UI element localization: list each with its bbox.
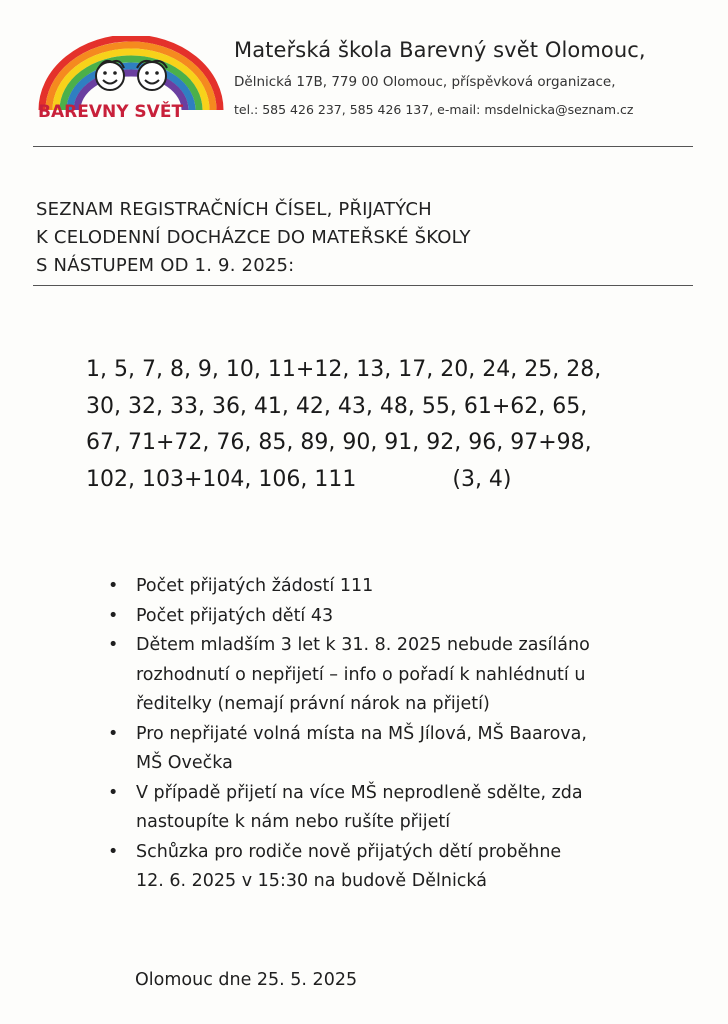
document-heading (36, 196, 471, 280)
note-line: Pro nepřijaté volná místa na MŠ Jílová, MŠ Baarova, (136, 723, 587, 744)
heading-line: S NÁSTUPEM OD 1. 9. 2025: (36, 255, 295, 276)
bullet-icon: • (108, 723, 119, 744)
note-item (104, 572, 684, 602)
note-line: MŠ Ovečka (136, 753, 233, 773)
heading-line: K CELODENNÍ DOCHÁZCE DO MATEŘSKÉ ŠKOLY (36, 227, 471, 248)
numbers-line: 67, 71+72, 76, 85, 89, 90, 91, 92, 96, 97+98, (86, 430, 592, 455)
numbers-line-last (86, 462, 601, 499)
bullet-icon: • (108, 635, 119, 655)
note-item (104, 631, 684, 720)
note-line: Dětem mladším 3 let k 31. 8. 2025 nebude zasíláno (136, 635, 590, 655)
bullet-icon: • (108, 605, 119, 626)
heading-divider (33, 285, 693, 286)
logo-text: BAREVNY SVĚT (38, 102, 184, 120)
note-item (104, 838, 684, 897)
org-name: Mateřská škola Barevný svět Olomouc, (234, 38, 646, 62)
bullet-icon: • (108, 841, 119, 862)
note-line: ředitelky (nemají právní nárok na přijetí) (136, 694, 490, 714)
org-address: Dělnická 17B, 779 00 Olomouc, příspěvková organizace, (234, 74, 616, 90)
heading-line: SEZNAM REGISTRAČNÍCH ČÍSEL, PŘIJATÝCH (36, 199, 432, 220)
org-contact: tel.: 585 426 237, 585 426 137, e-mail: msdelnicka@seznam.cz (234, 102, 634, 117)
numbers-aside: (3, 4) (452, 466, 512, 492)
note-line: Počet přijatých žádostí 111 (136, 576, 374, 596)
numbers-line: 30, 32, 33, 36, 41, 42, 43, 48, 55, 61+62, 65, (86, 393, 588, 419)
bullet-icon: • (108, 782, 119, 803)
note-line: rozhodnutí o nepřijetí – info o pořadí k nahlédnutí u (136, 664, 586, 685)
note-line: nastoupíte k nám nebo rušíte přijetí (136, 812, 451, 832)
registration-numbers (86, 352, 601, 498)
rainbow-logo-icon (34, 36, 228, 120)
note-line: 12. 6. 2025 v 15:30 na budově Dělnická (136, 871, 487, 891)
place-and-date: Olomouc dne 25. 5. 2025 (135, 970, 358, 990)
numbers-line: 1, 5, 7, 8, 9, 10, 11+12, 13, 17, 20, 24, 25, 28, (86, 357, 602, 382)
note-line: V případě přijetí na více MŠ neprodleně sdělte, zda (136, 782, 583, 803)
school-logo (34, 36, 228, 120)
note-item (104, 779, 684, 838)
note-item (104, 602, 684, 632)
bullet-icon: • (108, 576, 119, 596)
numbers-line: 102, 103+104, 106, 111 (86, 466, 357, 492)
header-divider (33, 146, 693, 147)
note-item (104, 720, 684, 779)
notes-list (104, 572, 684, 897)
note-line: Schůzka pro rodiče nově přijatých dětí proběhne (136, 841, 562, 862)
note-line: Počet přijatých dětí 43 (136, 605, 334, 626)
